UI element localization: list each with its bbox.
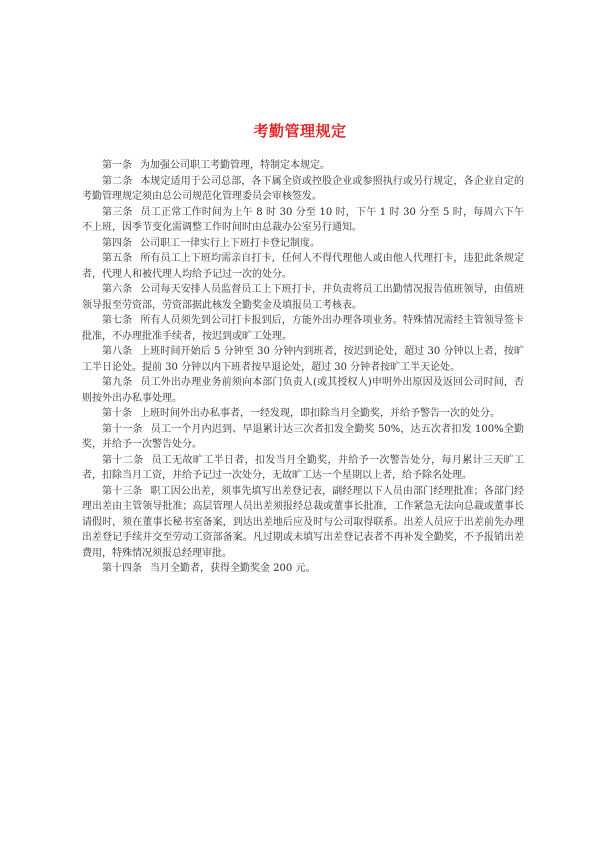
article-paragraph bbox=[82, 375, 524, 406]
article-number: 第五条 bbox=[102, 253, 133, 264]
article-text: 所有人员须先到公司打卡报到后，方能外出办理各项业务。特殊情况需经主管领导签卡批准，不办理批准手续者，按迟到或旷工处理。 bbox=[82, 315, 525, 342]
article-paragraph bbox=[82, 406, 524, 422]
article-number: 第三条 bbox=[102, 206, 133, 218]
document-body bbox=[82, 158, 524, 577]
document-title: 考勤管理规定 bbox=[253, 122, 347, 140]
article-text: 本规定适用于公司总部，各下属全资或控股企业或参照执行或另行规定，各企业自定的考勤管理规定须由总公司规范化管理委员会审核签发。 bbox=[82, 175, 525, 202]
article-number: 第十二条 bbox=[102, 454, 144, 466]
article-text: 公司职工一律实行上下班打卡登记制度。 bbox=[140, 237, 320, 249]
article-paragraph bbox=[82, 282, 524, 313]
article-paragraph bbox=[82, 561, 524, 577]
article-number: 第六条 bbox=[102, 284, 133, 295]
article-number: 第七条 bbox=[102, 315, 133, 326]
article-paragraph bbox=[82, 174, 524, 205]
article-paragraph bbox=[82, 236, 524, 252]
article-number: 第八条 bbox=[102, 346, 133, 357]
article-paragraph bbox=[82, 313, 524, 344]
article-paragraph bbox=[82, 251, 524, 282]
article-number: 第四条 bbox=[102, 237, 132, 249]
article-text: 员工一个月内迟到、早退累计达三次者扣发全勤奖 50%，达五次者扣发 100%全勤奖，并给予一次警告处分。 bbox=[82, 423, 524, 450]
article-text: 公司每天安排人员监督员工上下班打卡，并负责将员工出勤情况报告值班领导，由值班领导报至劳资部，劳资部据此核发全勤奖金及填报员工考核表。 bbox=[82, 284, 525, 311]
article-number: 第十条 bbox=[102, 408, 132, 419]
article-paragraph bbox=[82, 344, 524, 375]
article-paragraph bbox=[82, 453, 524, 484]
article-paragraph bbox=[82, 484, 524, 562]
article-text: 当月全勤者，获得全勤奖金 200 元。 bbox=[150, 563, 316, 574]
article-text: 为加强公司职工考勤管理，特制定本规定。 bbox=[140, 160, 330, 171]
article-number: 第九条 bbox=[102, 377, 133, 388]
article-paragraph bbox=[82, 422, 524, 453]
article-number: 第十三条 bbox=[102, 485, 143, 497]
article-text: 上班时间开始后 5 分钟至 30 分钟内到班者，按迟到论处，超过 30 分钟以上者，按旷工半日论处。提前 30 分钟以内下班者按早退论处，超过 30 分钟者按旷工半天论处。 bbox=[82, 346, 524, 373]
article-text: 职工因公出差，须事先填写出差登记表，副经理以下人员由部门经理批准；各部门经理出差由主管领导批准；高层管理人员出差须报经总裁或董事长批准，工作紧急无法向总裁或董事长请假时，须在董事长秘书室备案，到达出差地后应及时与公司取得联系。出差人员应于出差前先办理出差登记手续并交至劳动工资部备案。凡过期或未填写出差登记表者不再补发全勤奖，不予报销出差费用，特殊情况须报总经理审批。 bbox=[82, 485, 525, 559]
article-number: 第一条 bbox=[102, 160, 132, 171]
article-text: 员工无故旷工半日者，扣发当月全勤奖，并给予一次警告处分，每月累计三天旷工者，扣除当月工资，并给予记过一次处分，无故旷工达一个星期以上者，给予除名处理。 bbox=[82, 454, 525, 481]
article-number: 第十一条 bbox=[102, 423, 143, 435]
article-paragraph bbox=[82, 205, 524, 236]
article-text: 员工正常工作时间为上午 8 时 30 分至 10 时，下午 1 时 30 分至 5 时，每周六下午不上班，因季节变化需调整工作时间时由总裁办公室另行通知。 bbox=[82, 206, 525, 233]
article-text: 所有员工上下班均需亲自打卡，任何人不得代理他人或由他人代理打卡，违犯此条规定者，代理人和被代理人均给予记过一次的处分。 bbox=[82, 253, 525, 280]
article-text: 员工外出办理业务前须向本部门负责人(或其授权人)申明外出原因及返回公司时间，否则按外出办私事处理。 bbox=[82, 377, 524, 404]
article-number: 第十四条 bbox=[102, 563, 142, 574]
article-number: 第二条 bbox=[102, 175, 133, 187]
article-paragraph bbox=[82, 158, 524, 174]
article-text: 上班时间外出办私事者，一经发现，即扣除当月全勤奖，并给予警告一次的处分。 bbox=[140, 408, 500, 419]
